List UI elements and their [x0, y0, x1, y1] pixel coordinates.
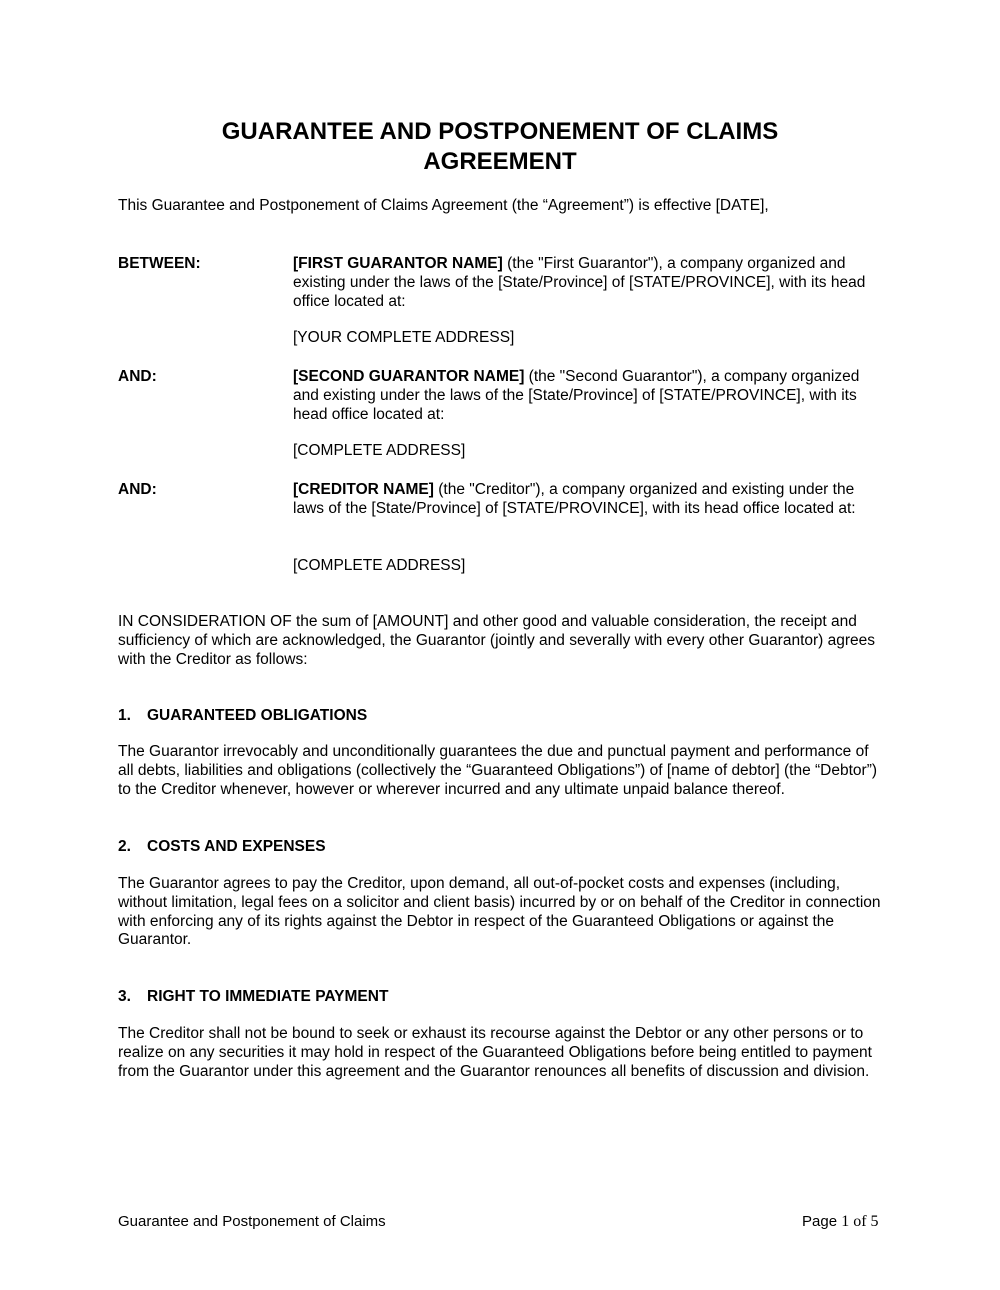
party-name: [SECOND GUARANTOR NAME] [293, 368, 525, 385]
party-name: [FIRST GUARANTOR NAME] [293, 255, 503, 272]
section-heading [118, 988, 388, 1007]
party-description: (the "First Guarantor"), a company organized and existing under the laws of the [State/Province] of [STATE/PROVINCE], with its head office located at: [293, 255, 866, 310]
party-label-and: AND: [118, 481, 157, 498]
document-title [118, 117, 882, 177]
party-creditor [293, 481, 883, 519]
consideration-paragraph: IN CONSIDERATION OF the sum of [AMOUNT] and other good and valuable consideration, the receipt and sufficiency of which are acknowledged, the Guarantor (jointly and severally with every other Guarantor) agrees with the Creditor as follows: [118, 613, 876, 668]
section-heading [118, 707, 367, 726]
footer-page-number [802, 1213, 879, 1232]
party-address: [COMPLETE ADDRESS] [293, 557, 466, 574]
party-name: [CREDITOR NAME] [293, 481, 434, 498]
footer-document-name: Guarantee and Postponement of Claims [118, 1213, 386, 1230]
section-number: 3. [118, 988, 131, 1005]
section-body: The Guarantor agrees to pay the Creditor, upon demand, all out-of-pocket costs and expenses (including, without limitation, legal fees on a solicitor and client basis) incurred by or on behalf of the Creditor in connection with enforcing any of its rights against the Debtor in respect of the Guaranteed Obligations or against the Guarantor. [118, 875, 881, 949]
section-heading [118, 838, 326, 857]
section-body: The Guarantor irrevocably and unconditionally guarantees the due and punctual payment and performance of all debts, liabilities and obligations (collectively the “Guaranteed Obligations”) of [name of debtor] (the “Debtor”) to the Creditor whenever, however or wherever incurred and any ultimate unpaid balance thereof. [118, 743, 878, 798]
footer-page-label: Page [802, 1213, 838, 1230]
footer-page-count: 1 of 5 [841, 1213, 879, 1230]
section-number: 2. [118, 838, 131, 855]
party-first-guarantor [293, 255, 883, 311]
title-line-2: AGREEMENT [423, 148, 577, 175]
section-title: GUARANTEED OBLIGATIONS [147, 707, 368, 724]
party-second-guarantor [293, 368, 883, 424]
section-title: RIGHT TO IMMEDIATE PAYMENT [147, 988, 389, 1005]
party-address: [COMPLETE ADDRESS] [293, 442, 466, 459]
section-body: The Creditor shall not be bound to seek or exhaust its recourse against the Debtor or any other persons or to realize on any securities it may hold in respect of the Guaranteed Obligations before being entitled to payment from the Guarantor under this agreement and the Guarantor renounces all benefits of discussion and division. [118, 1025, 872, 1080]
party-label-and: AND: [118, 368, 157, 385]
title-line-1: GUARANTEE AND POSTPONEMENT OF CLAIMS [221, 118, 779, 145]
party-description: (the "Creditor"), a company organized and existing under the laws of the [State/Province] of [STATE/PROVINCE], with its head office located at: [293, 481, 856, 517]
intro-paragraph: This Guarantee and Postponement of Claims Agreement (the “Agreement”) is effective [DATE], [118, 197, 769, 214]
party-description: (the "Second Guarantor"), a company organized and existing under the laws of the [State/Province] of [STATE/PROVINCE], with its head office located at: [293, 368, 860, 423]
section-title: COSTS AND EXPENSES [147, 838, 326, 855]
party-label-between: BETWEEN: [118, 255, 201, 272]
party-address: [YOUR COMPLETE ADDRESS] [293, 329, 515, 346]
section-number: 1. [118, 707, 131, 724]
